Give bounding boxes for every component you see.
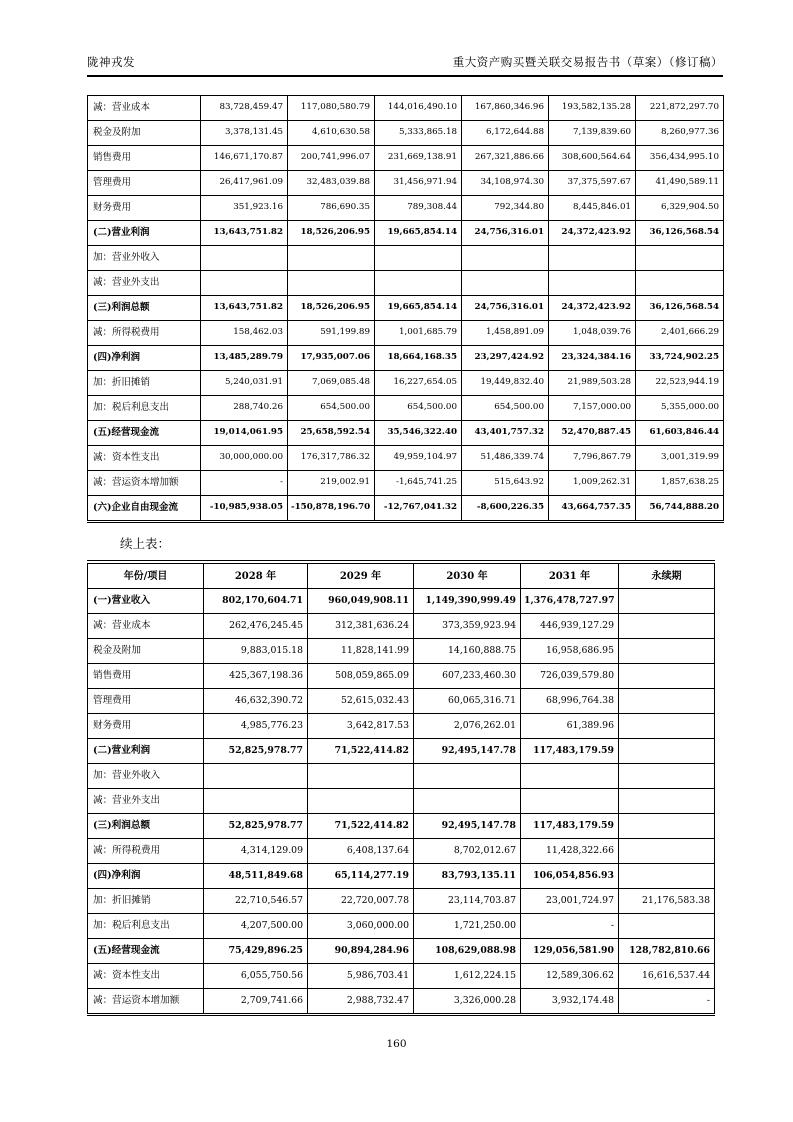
value-cell: 3,060,000.00 (308, 914, 414, 939)
row-label-cell: (一)营业收入 (88, 589, 204, 614)
row-label-cell: 财务费用 (88, 714, 204, 739)
value-cell (619, 814, 715, 839)
value-cell: 51,486,339.74 (462, 446, 549, 471)
row-label-cell: 减：资本性支出 (88, 964, 204, 989)
value-cell: 33,724,902.25 (636, 346, 724, 371)
value-cell (619, 764, 715, 789)
row-label-cell: 减：营业外支出 (88, 271, 201, 296)
value-cell: 48,511,849.68 (204, 864, 308, 889)
value-cell: 9,883,015.18 (204, 639, 308, 664)
table-row (88, 839, 715, 864)
value-cell: 146,671,170.87 (201, 146, 288, 171)
row-label-cell: 管理费用 (88, 171, 201, 196)
value-cell: 65,114,277.19 (308, 864, 414, 889)
table-row (88, 689, 715, 714)
header-left-title: 陇神戎发 (87, 55, 135, 69)
row-label-cell: 加：税后利息支出 (88, 396, 201, 421)
value-cell: 18,526,206.95 (288, 221, 375, 246)
value-cell: 607,233,460.30 (414, 664, 521, 689)
value-cell: 1,612,224.15 (414, 964, 521, 989)
column-header-cell: 年份/项目 (88, 562, 204, 589)
value-cell: 129,056,581.90 (521, 939, 619, 964)
value-cell: - (201, 471, 288, 496)
column-header-cell: 2028 年 (204, 562, 308, 589)
value-cell: 49,959,104.97 (375, 446, 462, 471)
value-cell: 75,429,896.25 (204, 939, 308, 964)
table-row (88, 221, 724, 246)
value-cell: 200,741,996.07 (288, 146, 375, 171)
value-cell: 68,996,764.38 (521, 689, 619, 714)
value-cell (462, 271, 549, 296)
value-cell: 7,139,839.60 (549, 121, 636, 146)
value-cell (201, 246, 288, 271)
value-cell: 37,375,597.67 (549, 171, 636, 196)
value-cell: 21,989,503.28 (549, 371, 636, 396)
value-cell (549, 246, 636, 271)
row-label-cell: 减：营运资本增加额 (88, 989, 204, 1015)
row-label-cell: (五)经营现金流 (88, 421, 201, 446)
value-cell (619, 664, 715, 689)
page-number: 160 (386, 1038, 407, 1050)
row-label-cell: 加：折旧摊销 (88, 889, 204, 914)
value-cell: 11,428,322.66 (521, 839, 619, 864)
table-row (88, 196, 724, 221)
value-cell: 13,643,751.82 (201, 221, 288, 246)
value-cell: 7,796,867.79 (549, 446, 636, 471)
value-cell: 43,401,757.32 (462, 421, 549, 446)
value-cell (308, 764, 414, 789)
value-cell: -8,600,226.35 (462, 496, 549, 522)
value-cell: 16,227,654.05 (375, 371, 462, 396)
value-cell: 61,603,846.44 (636, 421, 724, 446)
value-cell: 90,894,284.96 (308, 939, 414, 964)
value-cell: 3,326,000.28 (414, 989, 521, 1015)
table-row (88, 664, 715, 689)
value-cell: 12,589,306.62 (521, 964, 619, 989)
value-cell: 7,157,000.00 (549, 396, 636, 421)
value-cell: 6,408,137.64 (308, 839, 414, 864)
value-cell: -12,767,041.32 (375, 496, 462, 522)
value-cell: 19,665,854.14 (375, 296, 462, 321)
row-label-cell: 销售费用 (88, 146, 201, 171)
value-cell: 3,642,817.53 (308, 714, 414, 739)
value-cell: 351,923.16 (201, 196, 288, 221)
column-header-cell: 永续期 (619, 562, 715, 589)
row-label-cell: 减：所得税费用 (88, 321, 201, 346)
value-cell: 3,001,319.99 (636, 446, 724, 471)
value-cell: 92,495,147.78 (414, 814, 521, 839)
table-row (88, 246, 724, 271)
table-row (88, 321, 724, 346)
value-cell: 3,932,174.48 (521, 989, 619, 1015)
value-cell: 18,526,206.95 (288, 296, 375, 321)
table-row (88, 789, 715, 814)
value-cell (636, 271, 724, 296)
value-cell: 1,458,891.09 (462, 321, 549, 346)
value-cell: 8,702,012.67 (414, 839, 521, 864)
value-cell: 106,054,856.93 (521, 864, 619, 889)
row-label-cell: 减：营业成本 (88, 614, 204, 639)
row-label-cell: 减：营业外支出 (88, 789, 204, 814)
value-cell (375, 246, 462, 271)
value-cell: 176,317,786.32 (288, 446, 375, 471)
value-cell (462, 246, 549, 271)
value-cell: 52,470,887.45 (549, 421, 636, 446)
value-cell: 654,500.00 (288, 396, 375, 421)
value-cell: 356,434,995.10 (636, 146, 724, 171)
value-cell: 52,825,978.77 (204, 814, 308, 839)
value-cell: 2,988,732.47 (308, 989, 414, 1015)
value-cell: 71,522,414.82 (308, 814, 414, 839)
value-cell: 117,483,179.59 (521, 814, 619, 839)
value-cell (288, 271, 375, 296)
value-cell: 16,958,686.95 (521, 639, 619, 664)
table-row (88, 939, 715, 964)
value-cell (308, 789, 414, 814)
value-cell: 219,002.91 (288, 471, 375, 496)
value-cell: 515,643.92 (462, 471, 549, 496)
header-right-title: 重大资产购买暨关联交易报告书（草案）（修订稿） (452, 55, 723, 69)
value-cell: 83,728,459.47 (201, 96, 288, 121)
row-label-cell: 税金及附加 (88, 121, 201, 146)
value-cell: 5,355,000.00 (636, 396, 724, 421)
value-cell: 92,495,147.78 (414, 739, 521, 764)
value-cell: 22,710,546.57 (204, 889, 308, 914)
value-cell (521, 764, 619, 789)
row-label-cell: 管理费用 (88, 689, 204, 714)
header-row (88, 562, 715, 589)
value-cell: 1,857,638.25 (636, 471, 724, 496)
value-cell: 117,080,580.79 (288, 96, 375, 121)
row-label-cell: (三)利润总额 (88, 296, 201, 321)
value-cell: 6,329,904.50 (636, 196, 724, 221)
row-label-cell: 加：折旧摊销 (88, 371, 201, 396)
value-cell: 19,449,832.40 (462, 371, 549, 396)
value-cell: - (521, 914, 619, 939)
value-cell (288, 246, 375, 271)
value-cell: 792,344.80 (462, 196, 549, 221)
value-cell: -10,985,938.05 (201, 496, 288, 522)
value-cell: 144,016,490.10 (375, 96, 462, 121)
value-cell: 6,172,644.88 (462, 121, 549, 146)
row-label-cell: 加：营业外收入 (88, 246, 201, 271)
value-cell: 3,378,131.45 (201, 121, 288, 146)
value-cell: 23,324,384.16 (549, 346, 636, 371)
value-cell (619, 714, 715, 739)
table-row (88, 589, 715, 614)
value-cell: 262,476,245.45 (204, 614, 308, 639)
table-row (88, 446, 724, 471)
value-cell: -1,645,741.25 (375, 471, 462, 496)
value-cell: 5,240,031.91 (201, 371, 288, 396)
table-row (88, 496, 724, 522)
value-cell: 19,665,854.14 (375, 221, 462, 246)
value-cell: 43,664,757.35 (549, 496, 636, 522)
value-cell: 24,372,423.92 (549, 296, 636, 321)
table-row (88, 764, 715, 789)
row-label-cell: (二)营业利润 (88, 221, 201, 246)
value-cell: 23,001,724.97 (521, 889, 619, 914)
table-row (88, 296, 724, 321)
value-cell: 4,314,129.09 (204, 839, 308, 864)
value-cell: 11,828,141.99 (308, 639, 414, 664)
row-label-cell: 减：营业成本 (88, 96, 201, 121)
value-cell: 14,160,888.75 (414, 639, 521, 664)
column-header-cell: 2030 年 (414, 562, 521, 589)
row-label-cell: 销售费用 (88, 664, 204, 689)
value-cell: 22,523,944.19 (636, 371, 724, 396)
table-row (88, 121, 724, 146)
value-cell: 288,740.26 (201, 396, 288, 421)
table-row (88, 421, 724, 446)
value-cell: 789,308.44 (375, 196, 462, 221)
table-row (88, 639, 715, 664)
value-cell: 231,669,138.91 (375, 146, 462, 171)
value-cell: 30,000,000.00 (201, 446, 288, 471)
column-header-cell: 2029 年 (308, 562, 414, 589)
value-cell: - (619, 989, 715, 1015)
table-row (88, 814, 715, 839)
value-cell: 61,389.96 (521, 714, 619, 739)
value-cell: 41,490,589.11 (636, 171, 724, 196)
cashflow-forecast-table-part2 (87, 560, 715, 1016)
value-cell: 5,986,703.41 (308, 964, 414, 989)
value-cell: 108,629,088.98 (414, 939, 521, 964)
value-cell: 23,114,703.87 (414, 889, 521, 914)
table-row (88, 146, 724, 171)
value-cell: 1,009,262.31 (549, 471, 636, 496)
table-row (88, 914, 715, 939)
value-cell: 1,001,685.79 (375, 321, 462, 346)
value-cell (619, 789, 715, 814)
value-cell (636, 246, 724, 271)
value-cell (375, 271, 462, 296)
value-cell (414, 789, 521, 814)
table-row (88, 964, 715, 989)
value-cell: 8,260,977.36 (636, 121, 724, 146)
table-row (88, 271, 724, 296)
page-header (87, 54, 723, 77)
value-cell (619, 689, 715, 714)
value-cell (549, 271, 636, 296)
value-cell: 52,615,032.43 (308, 689, 414, 714)
value-cell: 786,690.35 (288, 196, 375, 221)
value-cell: 446,939,127.29 (521, 614, 619, 639)
value-cell: 193,582,135.28 (549, 96, 636, 121)
table-row (88, 739, 715, 764)
row-label-cell: 财务费用 (88, 196, 201, 221)
value-cell (619, 839, 715, 864)
value-cell: 13,485,289.79 (201, 346, 288, 371)
table-row (88, 371, 724, 396)
value-cell: 308,600,564.64 (549, 146, 636, 171)
row-label-cell: (五)经营现金流 (88, 939, 204, 964)
value-cell: 36,126,568.54 (636, 221, 724, 246)
value-cell: 654,500.00 (462, 396, 549, 421)
value-cell: 2,401,666.29 (636, 321, 724, 346)
value-cell (619, 639, 715, 664)
value-cell: 7,069,085.48 (288, 371, 375, 396)
value-cell: 2,076,262.01 (414, 714, 521, 739)
value-cell: 373,359,923.94 (414, 614, 521, 639)
value-cell: 508,059,865.09 (308, 664, 414, 689)
column-header-cell: 2031 年 (521, 562, 619, 589)
row-label-cell: 加：营业外收入 (88, 764, 204, 789)
value-cell: 52,825,978.77 (204, 739, 308, 764)
table-row (88, 471, 724, 496)
value-cell: 25,658,592.54 (288, 421, 375, 446)
row-label-cell: (六)企业自由现金流 (88, 496, 201, 522)
value-cell: 6,055,750.56 (204, 964, 308, 989)
value-cell: -150,878,196.70 (288, 496, 375, 522)
value-cell: 36,126,568.54 (636, 296, 724, 321)
value-cell: 83,793,135.11 (414, 864, 521, 889)
value-cell (619, 589, 715, 614)
table-row (88, 714, 715, 739)
value-cell: 312,381,636.24 (308, 614, 414, 639)
value-cell: 24,756,316.01 (462, 221, 549, 246)
value-cell: 17,935,007.06 (288, 346, 375, 371)
row-label-cell: (四)净利润 (88, 346, 201, 371)
table-row (88, 889, 715, 914)
cashflow-forecast-table-part1 (87, 95, 724, 523)
value-cell: 13,643,751.82 (201, 296, 288, 321)
value-cell: 158,462.03 (201, 321, 288, 346)
value-cell: 34,108,974.30 (462, 171, 549, 196)
value-cell: 31,456,971.94 (375, 171, 462, 196)
value-cell: 117,483,179.59 (521, 739, 619, 764)
value-cell: 1,376,478,727.97 (521, 589, 619, 614)
row-label-cell: 税金及附加 (88, 639, 204, 664)
value-cell (521, 789, 619, 814)
value-cell (204, 789, 308, 814)
value-cell: 56,744,888.20 (636, 496, 724, 522)
value-cell: 591,199.89 (288, 321, 375, 346)
value-cell (414, 764, 521, 789)
row-label-cell: 减：营运资本增加额 (88, 471, 201, 496)
row-label-cell: (三)利润总额 (88, 814, 204, 839)
row-label-cell: 减：所得税费用 (88, 839, 204, 864)
table-row (88, 614, 715, 639)
value-cell: 221,872,297.70 (636, 96, 724, 121)
value-cell: 24,756,316.01 (462, 296, 549, 321)
value-cell: 167,860,346.96 (462, 96, 549, 121)
value-cell: 71,522,414.82 (308, 739, 414, 764)
table-row (88, 864, 715, 889)
value-cell: 2,709,741.66 (204, 989, 308, 1015)
value-cell (204, 764, 308, 789)
row-label-cell: (四)净利润 (88, 864, 204, 889)
value-cell: 802,170,604.71 (204, 589, 308, 614)
value-cell (201, 271, 288, 296)
value-cell: 19,014,061.95 (201, 421, 288, 446)
value-cell: 24,372,423.92 (549, 221, 636, 246)
value-cell: 46,632,390.72 (204, 689, 308, 714)
table-row (88, 96, 724, 121)
value-cell: 32,483,039.88 (288, 171, 375, 196)
value-cell: 1,149,390,999.49 (414, 589, 521, 614)
value-cell: 4,610,630.58 (288, 121, 375, 146)
table-row (88, 171, 724, 196)
value-cell: 726,039,579.80 (521, 664, 619, 689)
value-cell: 4,985,776.23 (204, 714, 308, 739)
value-cell: 8,445,846.01 (549, 196, 636, 221)
value-cell: 4,207,500.00 (204, 914, 308, 939)
value-cell (619, 739, 715, 764)
value-cell (619, 614, 715, 639)
value-cell: 60,065,316.71 (414, 689, 521, 714)
value-cell: 16,616,537.44 (619, 964, 715, 989)
value-cell: 960,049,908.11 (308, 589, 414, 614)
value-cell: 425,367,198.36 (204, 664, 308, 689)
row-label-cell: (二)营业利润 (88, 739, 204, 764)
table-row (88, 346, 724, 371)
value-cell: 35,546,322.40 (375, 421, 462, 446)
table-row (88, 396, 724, 421)
value-cell: 1,721,250.00 (414, 914, 521, 939)
row-label-cell: 减：资本性支出 (88, 446, 201, 471)
value-cell: 21,176,583.38 (619, 889, 715, 914)
value-cell: 1,048,039.76 (549, 321, 636, 346)
value-cell (619, 914, 715, 939)
value-cell: 128,782,810.66 (619, 939, 715, 964)
value-cell: 18,664,168.35 (375, 346, 462, 371)
continuation-label: 续上表： (120, 536, 171, 551)
value-cell: 5,333,865.18 (375, 121, 462, 146)
value-cell: 22,720,007.78 (308, 889, 414, 914)
value-cell: 654,500.00 (375, 396, 462, 421)
value-cell: 23,297,424.92 (462, 346, 549, 371)
table-row (88, 989, 715, 1015)
value-cell (619, 864, 715, 889)
value-cell: 26,417,961.09 (201, 171, 288, 196)
value-cell: 267,321,886.66 (462, 146, 549, 171)
row-label-cell: 加：税后利息支出 (88, 914, 204, 939)
